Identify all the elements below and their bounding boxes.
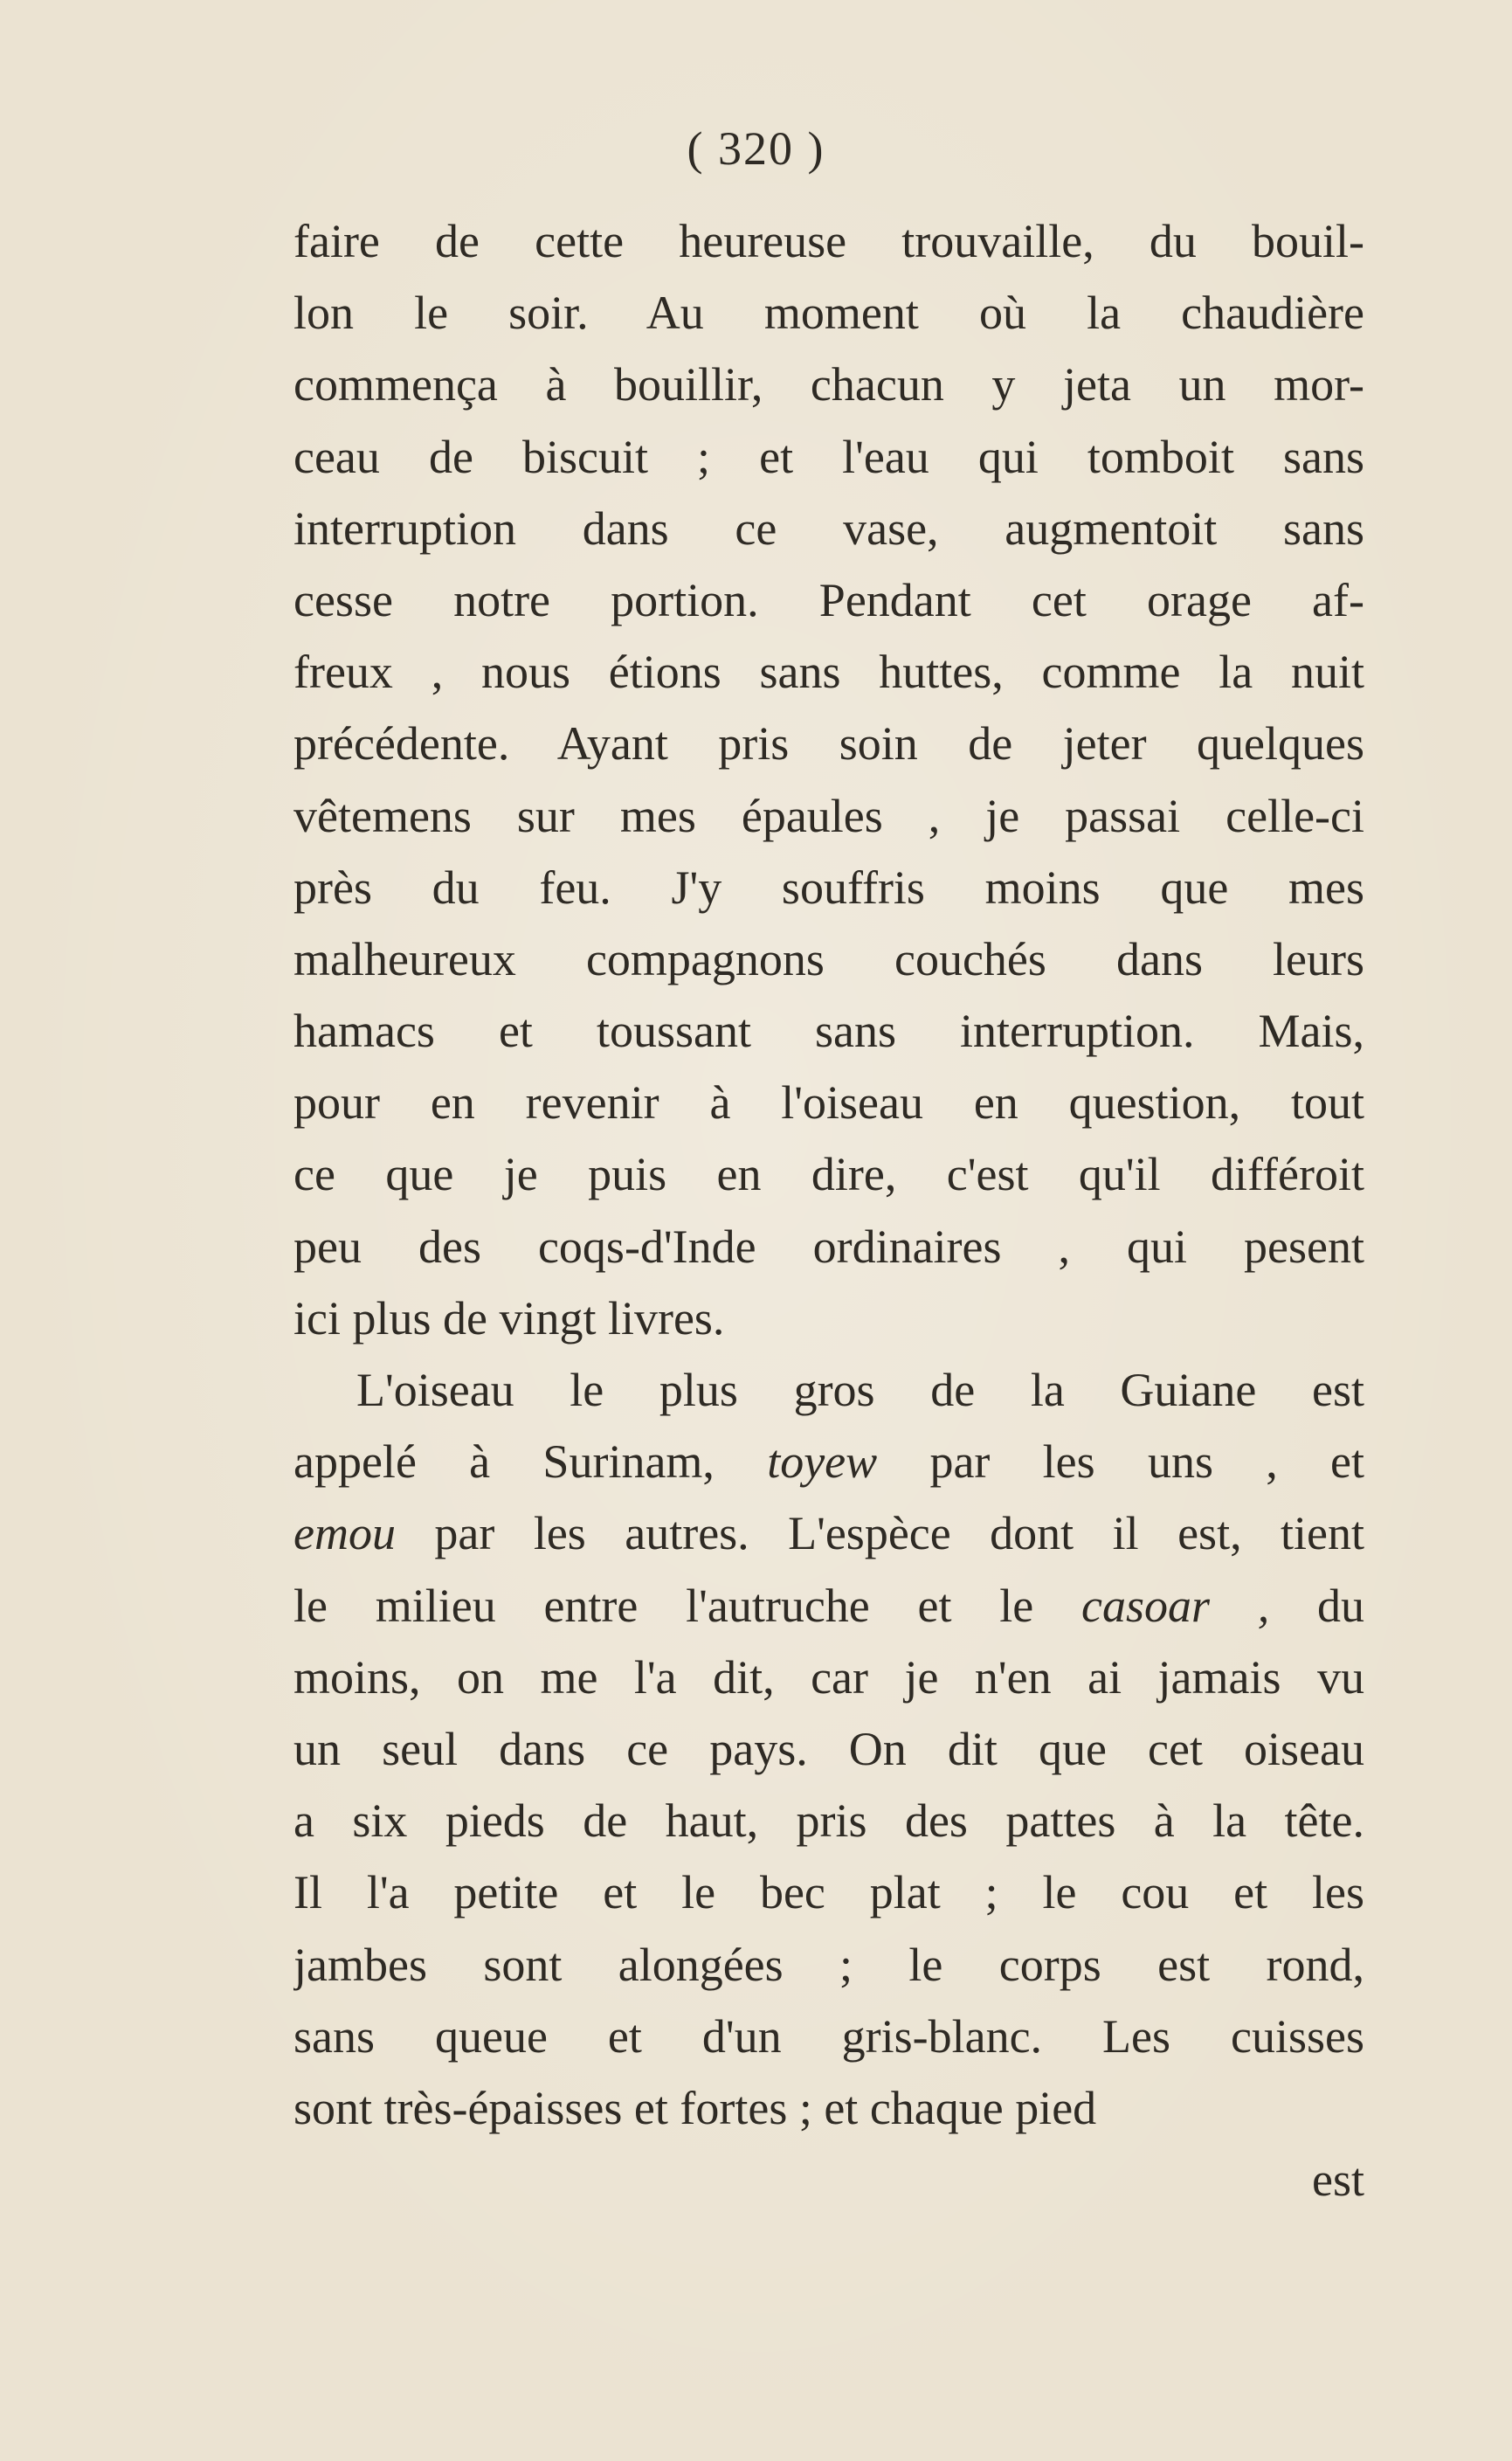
text-line: faire de cette heureuse trouvaille, du bouil- <box>293 215 1364 267</box>
text-line: ici plus de vingt livres. <box>293 1291 725 1345</box>
text-line: appelé à Surinam, toyew par les uns , et <box>293 1435 1364 1489</box>
text-line: jambes sont alongées ; le corps est rond, <box>293 1938 1364 1991</box>
text-line: ce que je puis en dire, c'est qu'il différoit <box>293 1148 1364 1201</box>
text-line: sont très-épaisses et fortes ; et chaque pied <box>293 2081 1097 2134</box>
text-line: interruption dans ce vase, augmentoit sans <box>293 501 1364 555</box>
text-line: malheureux compagnons couchés dans leurs <box>293 932 1364 985</box>
text-line: commença à bouillir, chacun y jeta un mor- <box>293 358 1364 411</box>
text-line: vêtemens sur mes épaules , je passai celle-ci <box>293 789 1364 842</box>
page-number: ( 320 ) <box>687 122 825 175</box>
text-line: emou par les autres. L'espèce dont il est, tient <box>293 1507 1364 1560</box>
text-line: lon le soir. Au moment où la chaudière <box>293 287 1364 340</box>
text-line: hamacs et toussant sans interruption. Mais, <box>293 1005 1364 1058</box>
text-line: ceau de biscuit ; et l'eau qui tomboit sans <box>293 430 1364 483</box>
body-text <box>293 205 1364 2216</box>
text-line: un seul dans ce pays. On dit que cet oiseau <box>293 1722 1364 1775</box>
text-line: pour en revenir à l'oiseau en question, tout <box>293 1076 1364 1130</box>
text-line: a six pieds de haut, pris des pattes à la tête. <box>293 1794 1364 1848</box>
text-line: précédente. Ayant pris soin de jeter quelques <box>293 717 1364 771</box>
catchword: est <box>1312 2153 1364 2207</box>
text-line: cesse notre portion. Pendant cet orage af- <box>293 573 1364 626</box>
text-line: moins, on me l'a dit, car je n'en ai jamais vu <box>293 1650 1364 1704</box>
italic-term: emou <box>293 1507 396 1560</box>
text-line: L'oiseau le plus gros de la Guiane est <box>356 1364 1364 1416</box>
text-line: freux , nous étions sans huttes, comme la nuit <box>293 646 1364 699</box>
italic-term: casoar , <box>1080 1579 1270 1632</box>
text-line: Il l'a petite et le bec plat ; le cou et les <box>293 1866 1364 1919</box>
paragraph-2 <box>293 1354 1364 2144</box>
paragraph-1 <box>293 205 1364 1354</box>
italic-term: toyew <box>767 1435 878 1489</box>
text-line: le milieu entre l'autruche et le casoar , du <box>293 1579 1364 1632</box>
text-line: sans queue et d'un gris-blanc. Les cuisses <box>293 2009 1364 2063</box>
text-line: peu des coqs-d'Inde ordinaires , qui pesent <box>293 1220 1364 1273</box>
text-line: près du feu. J'y souffris moins que mes <box>293 861 1364 914</box>
